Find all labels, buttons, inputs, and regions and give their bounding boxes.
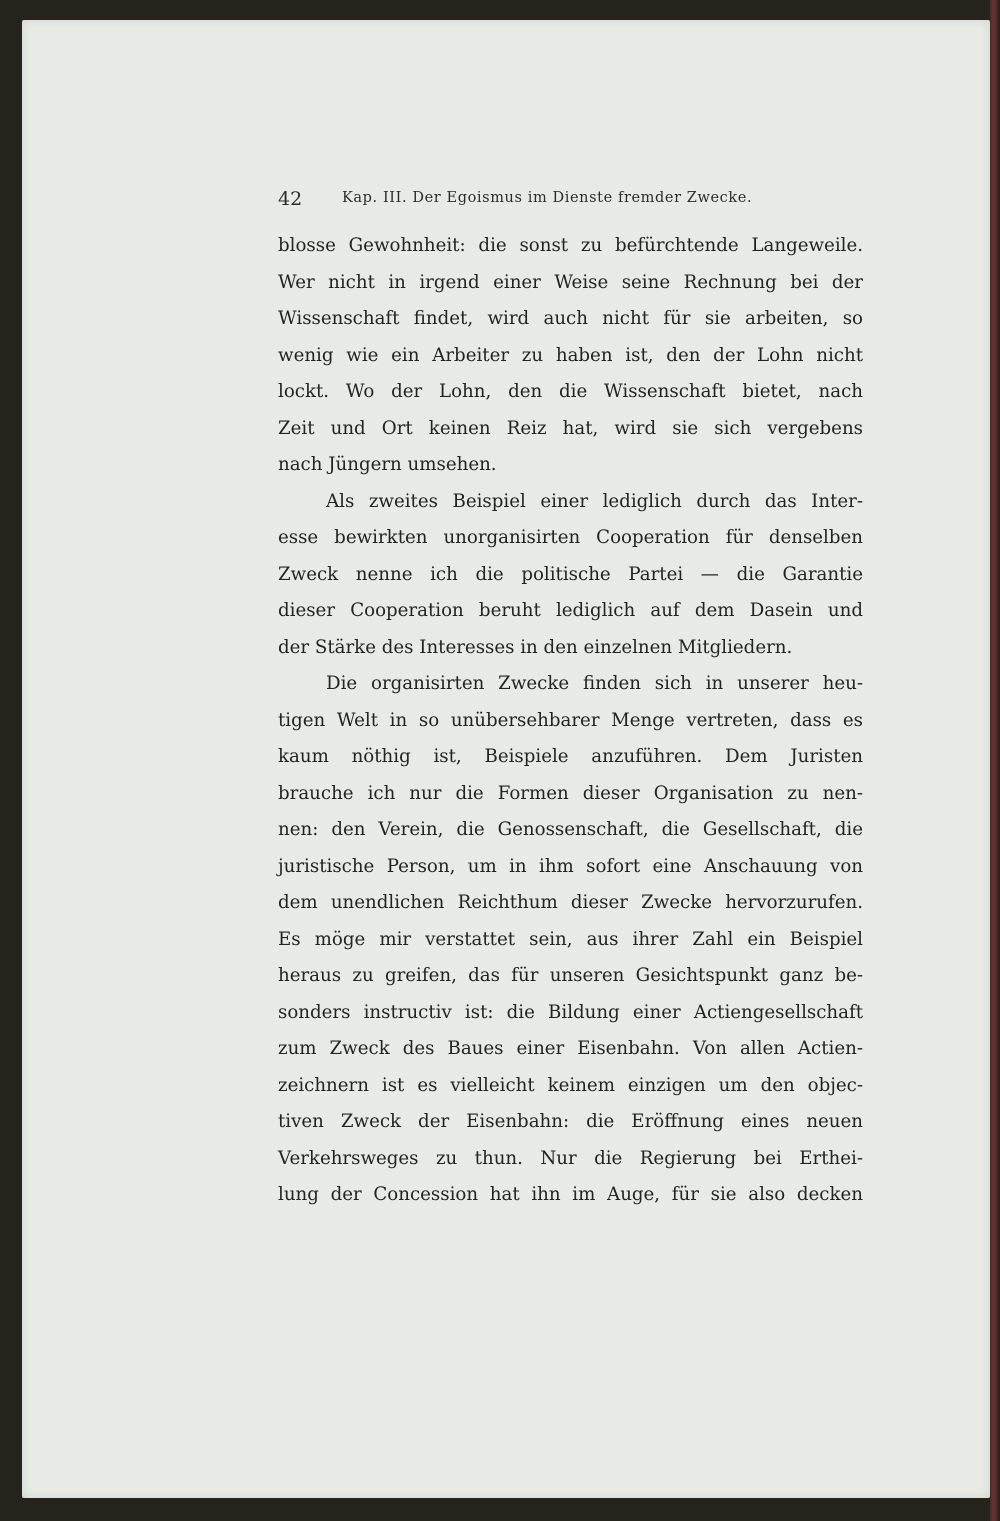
running-head: Kap. III. Der Egoismus im Dienste fremder Zwecke. [342, 190, 753, 206]
text-line: sonders instructiv ist: die Bildung einer Actiengesellschaft [278, 1001, 863, 1023]
text-line: lockt. Wo der Lohn, den die Wissenschaft bietet, nach [278, 381, 863, 402]
text-line: dieser Cooperation beruht lediglich auf dem Dasein und [278, 600, 863, 621]
book-edge [990, 0, 1000, 1521]
text-line: esse bewirkten unorganisirten Cooperation für denselben [278, 527, 863, 548]
paragraph-start-line: Die organisirten Zwecke finden sich in unserer heu- [326, 673, 863, 694]
text-line: blosse Gewohnheit: die sonst zu befürchtende Langeweile. [278, 235, 863, 256]
text-line: Verkehrsweges zu thun. Nur die Regierung bei Erthei- [278, 1147, 863, 1169]
text-line: zeichnern ist es vielleicht keinem einzigen um den objec- [278, 1074, 863, 1096]
page-number: 42 [278, 188, 303, 210]
page-header [278, 188, 790, 212]
text-line: Wer nicht in irgend einer Weise seine Rechnung bei der [278, 271, 863, 293]
text-line: lung der Concession hat ihn im Auge, für sie also decken [278, 1184, 863, 1205]
text-line: zum Zweck des Baues einer Eisenbahn. Von allen Actien- [278, 1038, 863, 1059]
text-line: Es möge mir verstattet sein, aus ihrer Zahl ein Beispiel [278, 928, 863, 950]
text-line: brauche ich nur die Formen dieser Organisation zu nen- [278, 782, 863, 804]
text-line: der Stärke des Interesses in den einzelnen Mitgliedern. [278, 636, 793, 658]
text-line: heraus zu greifen, das für unseren Gesichtspunkt ganz be- [278, 965, 863, 986]
text-line: juristische Person, um in ihm sofort eine Anschauung von [278, 855, 863, 877]
body-text [278, 228, 863, 1214]
text-line: Zeit und Ort keinen Reiz hat, wird sie sich vergebens [278, 417, 863, 439]
text-line: kaum nöthig ist, Beispiele anzuführen. Dem Juristen [278, 746, 863, 767]
paragraph-start-line: Als zweites Beispiel einer lediglich durch das Inter- [326, 490, 863, 512]
text-line: wenig wie ein Arbeiter zu haben ist, den der Lohn nicht [278, 344, 863, 366]
text-line: Wissenschaft findet, wird auch nicht für sie arbeiten, so [278, 308, 863, 329]
text-line: nen: den Verein, die Genossenschaft, die Gesellschaft, die [278, 819, 863, 840]
text-line: nach Jüngern umsehen. [278, 454, 497, 475]
text-line: Zweck nenne ich die politische Partei — die Garantie [278, 563, 863, 585]
text-line: dem unendlichen Reichthum dieser Zwecke hervorzurufen. [278, 892, 863, 913]
text-line: tiven Zweck der Eisenbahn: die Eröffnung eines neuen [278, 1111, 863, 1132]
text-line: tigen Welt in so unübersehbarer Menge vertreten, dass es [278, 709, 863, 731]
